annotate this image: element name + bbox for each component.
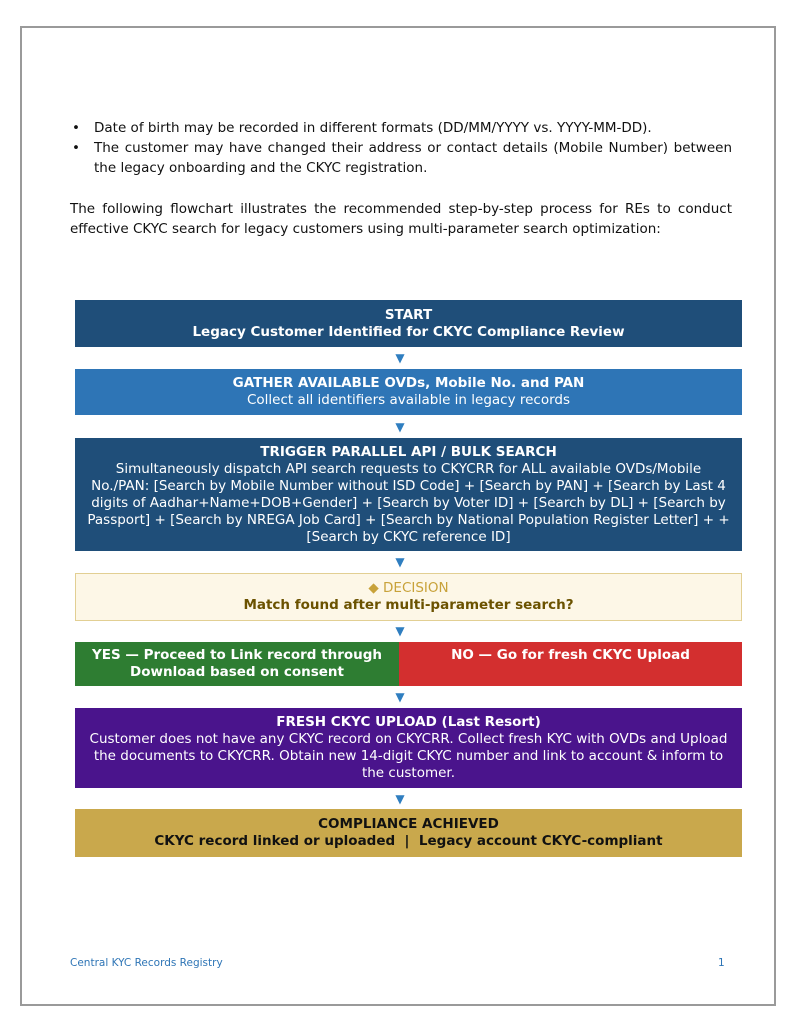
compliance-title: COMPLIANCE ACHIEVED — [318, 816, 499, 832]
start-text: Legacy Customer Identified for CKYC Compliance Review — [192, 323, 625, 340]
decision-title: ◆ DECISION — [368, 580, 449, 596]
bullet-item-dob-format: • Date of birth may be recorded in different formats (DD/MM/YYYY vs. YYYY-MM-DD). — [72, 118, 732, 138]
flow-arrow-down-icon: ▼ — [395, 624, 405, 638]
footer-page-number: 1 — [718, 957, 725, 969]
compliance-text: CKYC record linked or uploaded | Legacy account CKYC-compliant — [154, 833, 663, 849]
flow-compliance-box — [75, 809, 742, 857]
intro-paragraph: The following flowchart illustrates the recommended step-by-step process for REs to conduct effective CKYC search for legacy customers using multi-parameter search optimization: — [70, 201, 732, 237]
flow-trigger-box — [75, 438, 742, 551]
flow-start-box — [75, 300, 742, 347]
trigger-text: Simultaneously dispatch API search requests to CKYCRR for ALL available OVDs/Mobile No./PAN: [Search by Mobile Number without ISD Code] + [Search by PAN] + [Search by Last 4 digits of Aadhar+Name+DOB+Gender] + [Search by Voter ID] + [Search by DL] + [Search by Passport] + [Search by NREGA Job Card] + [Search by National Population Register Letter] + + [Search by CKYC reference ID] — [87, 460, 730, 545]
flow-arrow-down-icon: ▼ — [395, 690, 405, 704]
flow-arrow-down-icon: ▼ — [395, 555, 405, 569]
gather-title: GATHER AVAILABLE OVDs, Mobile No. and PAN — [232, 375, 585, 391]
flow-yes-branch: YES — Proceed to Link record through Download based on consent — [75, 642, 399, 686]
bullet-item-contact-change: • The customer may have changed their address or contact details (Mobile Number) between the legacy onboarding and the CKYC registration. — [72, 138, 732, 178]
flow-no-branch: NO — Go for fresh CKYC Upload — [399, 642, 742, 686]
decision-question: Match found after multi-parameter search? — [243, 597, 574, 613]
bullet-list — [72, 118, 732, 178]
trigger-title: TRIGGER PARALLEL API / BULK SEARCH — [260, 443, 557, 460]
fresh-title: FRESH CKYC UPLOAD (Last Resort) — [276, 714, 541, 730]
gather-text: Collect all identifiers available in legacy records — [246, 392, 571, 408]
footer-registry-name: Central KYC Records Registry — [70, 957, 223, 969]
flow-decision-box — [75, 573, 742, 621]
flow-arrow-down-icon: ▼ — [395, 792, 405, 806]
flow-gather-box — [75, 369, 742, 415]
flow-fresh-upload-box — [75, 708, 742, 788]
flow-arrow-down-icon: ▼ — [395, 351, 405, 365]
fresh-text: Customer does not have any CKYC record on CKYCRR. Collect fresh KYC with OVDs and Upload the documents to CKYCRR. Obtain new 14-digit CKYC number and link to account & inform to the customer. — [89, 731, 728, 781]
flow-arrow-down-icon: ▼ — [395, 420, 405, 434]
start-title: START — [384, 306, 433, 323]
